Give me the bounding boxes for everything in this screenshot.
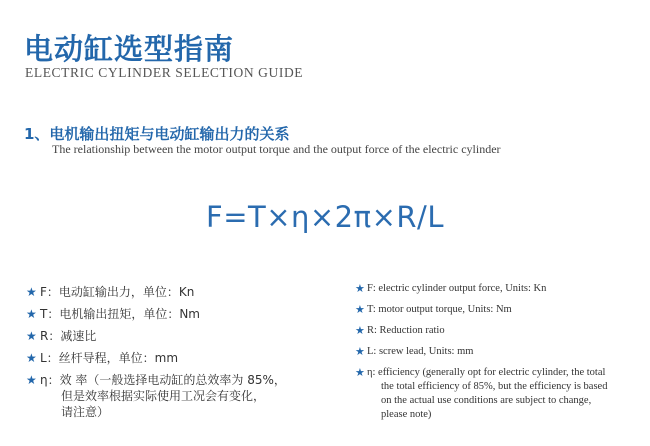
star-icon: ★ bbox=[355, 346, 365, 358]
star-icon: ★ bbox=[355, 325, 365, 337]
param-text: η: efficiency (generally opt for electric cylinder, the total bbox=[367, 367, 606, 378]
param-text: L：丝杆导程，单位：mm bbox=[40, 351, 179, 365]
param-efficiency-en bbox=[355, 366, 645, 422]
page-title-cn: 电动缸选型指南 bbox=[24, 32, 235, 66]
param-text: R：减速比 bbox=[40, 329, 97, 343]
param-lead-cn bbox=[26, 350, 326, 366]
param-text: L: screw lead, Units: mm bbox=[367, 346, 474, 357]
param-text: T: motor output torque, Units: Nm bbox=[367, 304, 512, 315]
param-text: T：电机输出扭矩，单位：Nm bbox=[40, 307, 200, 321]
parameter-list-cn bbox=[26, 284, 326, 426]
param-text: η：效 率（一般选择电动缸的总效率为 85%， bbox=[40, 373, 286, 387]
parameter-list-en bbox=[355, 282, 645, 429]
param-lead-en bbox=[355, 345, 645, 359]
star-icon: ★ bbox=[26, 307, 37, 321]
param-text-continued: please note) bbox=[381, 409, 432, 420]
param-text-continued: the total efficiency of 85%, but the efficiency is based bbox=[381, 381, 608, 392]
param-torque-cn bbox=[26, 306, 326, 322]
param-text: F: electric cylinder output force, Units: Kn bbox=[367, 283, 547, 294]
star-icon: ★ bbox=[26, 351, 37, 365]
star-icon: ★ bbox=[355, 367, 365, 379]
param-ratio-cn bbox=[26, 328, 326, 344]
param-force-cn bbox=[26, 284, 326, 300]
formula: F=T×η×2π×R/L bbox=[206, 200, 444, 234]
param-text: R: Reduction ratio bbox=[367, 325, 445, 336]
star-icon: ★ bbox=[26, 285, 37, 299]
star-icon: ★ bbox=[26, 329, 37, 343]
star-icon: ★ bbox=[26, 373, 37, 387]
param-ratio-en bbox=[355, 324, 645, 338]
param-text-continued: on the actual use conditions are subject to change, bbox=[381, 395, 592, 406]
page-title-en: ELECTRIC CYLINDER SELECTION GUIDE bbox=[25, 65, 304, 80]
param-torque-en bbox=[355, 303, 645, 317]
param-text: F：电动缸输出力，单位：Kn bbox=[40, 285, 195, 299]
param-text-continued: 但是效率根据实际使用工况会有变化， bbox=[61, 389, 266, 403]
param-efficiency-cn bbox=[26, 372, 326, 420]
param-text-continued: 请注意） bbox=[61, 405, 110, 419]
star-icon: ★ bbox=[355, 283, 365, 295]
star-icon: ★ bbox=[355, 304, 365, 316]
section-heading-en: The relationship between the motor output torque and the output force of the electric cylinder bbox=[52, 142, 501, 156]
section-heading-cn: 1、电机输出扭矩与电动缸输出力的关系 bbox=[24, 125, 290, 143]
param-force-en bbox=[355, 282, 645, 296]
